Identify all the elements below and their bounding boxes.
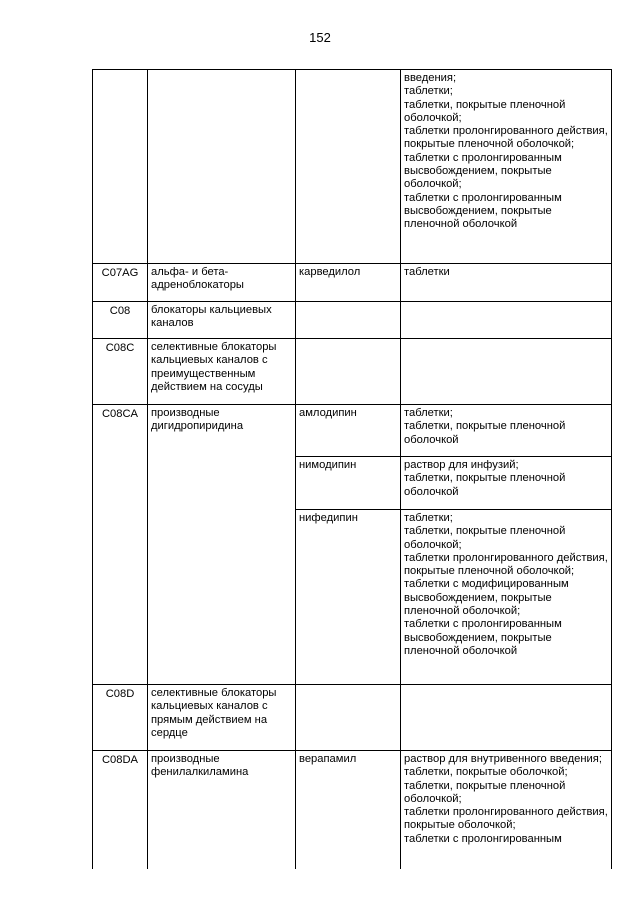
drug-cell (296, 339, 401, 405)
group-cell: селективные блокаторы кальциевых каналов с прямым действием на сердце (148, 685, 296, 751)
group-cell: селективные блокаторы кальциевых каналов с преимущественным действием на сосуды (148, 339, 296, 405)
group-cell: производные дигидропиридина (148, 405, 296, 685)
drug-cell (296, 685, 401, 751)
drug-cell: амлодипин (296, 405, 401, 457)
table-row (93, 685, 612, 751)
drug-cell: карведилол (296, 264, 401, 302)
atc-code-cell: C08 (93, 302, 148, 339)
group-cell: производные фенилалкиламина (148, 751, 296, 869)
atc-code-cell (93, 70, 148, 264)
dosage-forms-cell: таблетки; таблетки, покрытые пленочной оболочкой; таблетки пролонгированного действия, покрытые пленочной оболочкой; таблетки с модифицированным высвобождением, покрытые пленочной оболочкой; таблетки с пролонгированным высвобождением, покрытые пленочной оболочкой (401, 510, 612, 685)
group-cell (148, 70, 296, 264)
dosage-forms-cell: раствор для инфузий; таблетки, покрытые пленочной оболочкой (401, 457, 612, 510)
table-row (93, 302, 612, 339)
table-row (93, 70, 612, 264)
dosage-forms-cell (401, 685, 612, 751)
table-row (93, 405, 612, 457)
dosage-forms-cell (401, 302, 612, 339)
dosage-forms-cell: введения; таблетки; таблетки, покрытые пленочной оболочкой; таблетки пролонгированного действия, покрытые пленочной оболочкой; таблетки с пролонгированным высвобождением, покрытые оболочкой; таблетки с пролонгированным высвобождением, покрытые пленочной оболочкой (401, 70, 612, 264)
drug-cell: нимодипин (296, 457, 401, 510)
atc-code-cell: C08C (93, 339, 148, 405)
dosage-forms-cell: таблетки; таблетки, покрытые пленочной оболочкой (401, 405, 612, 457)
drug-cell (296, 302, 401, 339)
dosage-forms-cell (401, 339, 612, 405)
atc-code-cell: C08D (93, 685, 148, 751)
table-row (93, 339, 612, 405)
atc-code-cell: C08DA (93, 751, 148, 869)
group-cell: блокаторы кальциевых каналов (148, 302, 296, 339)
table-row (93, 264, 612, 302)
table-row (93, 751, 612, 869)
drug-cell (296, 70, 401, 264)
drug-table (92, 69, 612, 869)
atc-code-cell: C08CA (93, 405, 148, 685)
dosage-forms-cell: раствор для внутривенного введения; таблетки, покрытые оболочкой; таблетки, покрытые пленочной оболочкой; таблетки пролонгированного действия, покрытые оболочкой; таблетки с пролонгированным (401, 751, 612, 869)
drug-cell: нифедипин (296, 510, 401, 685)
drug-cell: верапамил (296, 751, 401, 869)
atc-code-cell: C07AG (93, 264, 148, 302)
page-number: 152 (309, 30, 331, 45)
group-cell: альфа- и бета-адреноблокаторы (148, 264, 296, 302)
dosage-forms-cell: таблетки (401, 264, 612, 302)
